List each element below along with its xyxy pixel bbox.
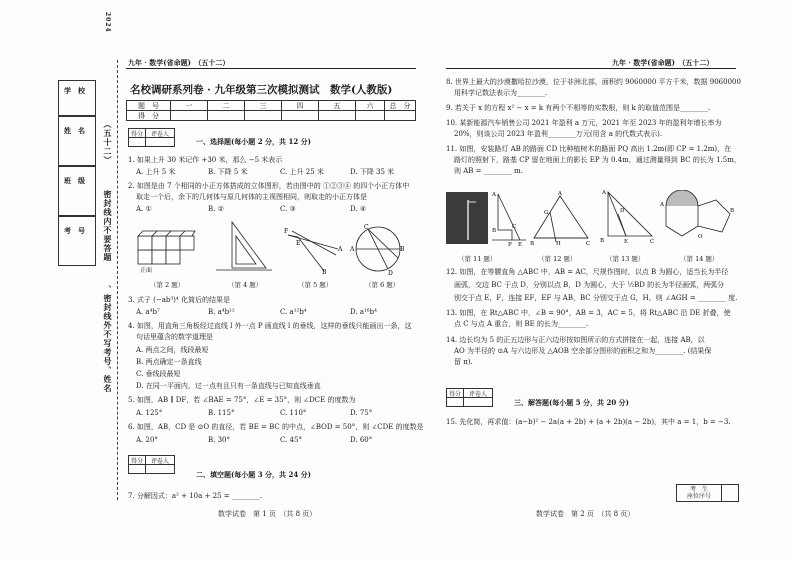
- question-12-cont: 画弧，交边 BC 于点 D，分别以点 B，D 为圆心，大于 ½BD 的长为半径画弧，两弧分: [454, 281, 725, 289]
- exam-number-label: 考 号: [64, 226, 85, 235]
- q2-option-b: B. ②: [208, 205, 224, 213]
- svg-text:A: A: [338, 246, 343, 253]
- figure-q11-caption: （第 11 题）: [458, 255, 497, 263]
- question-14-cont: AO 为半径的 ⊙A 与六边形及 △AOB 空余部分图形的面积之和为________. (结果保: [454, 347, 712, 355]
- svg-text:E: E: [296, 240, 301, 247]
- class-label: 班 级: [64, 176, 85, 185]
- seat-label-line1: 考 生: [689, 486, 708, 493]
- seat-label-line2: 座位序号: [686, 493, 711, 500]
- section2-heading: 二、填空题(每小题 3 分，共 24 分): [196, 470, 311, 479]
- question-2-cont: 取走一个后，余下的几何体与原几何体的主视图相同，则取走的小正方体是: [136, 193, 367, 201]
- page1-header-rule: [126, 68, 416, 69]
- scorer-score-cell[interactable]: [128, 137, 146, 147]
- figure-q5-caption: （第 5 题）: [298, 281, 333, 289]
- svg-text:D: D: [388, 270, 393, 276]
- score-col-header: 二: [207, 100, 245, 111]
- svg-text:B: B: [600, 238, 605, 244]
- binding-strip: [50, 12, 120, 500]
- scorer-score-label: 得分: [128, 455, 146, 465]
- question-13-cont: 点 C 与点 A 重合，则 BE 的长为________.: [454, 320, 589, 328]
- q4-option-c: C. 垂线段最短: [136, 370, 181, 378]
- exam-number-field[interactable]: [58, 216, 96, 266]
- section1-heading: 一、选择题(每小题 2 分，共 12 分): [196, 137, 311, 146]
- svg-text:A: A: [492, 192, 496, 198]
- q2-option-a: A. ①: [136, 205, 152, 213]
- score-col-header: 四: [281, 100, 319, 111]
- q6-option-a: A. 20°: [136, 436, 158, 444]
- year-label: 2024: [104, 12, 111, 33]
- figure-q2-caption: （第 2 题）: [150, 281, 185, 289]
- school-label: 学 校: [64, 86, 85, 95]
- svg-text:B: B: [530, 241, 535, 246]
- score-cell[interactable]: [355, 110, 385, 121]
- question-10: 10. 某新能源汽车销售公司 2021 年盈利 a 万元，2021 年至 2023 年的盈利年增长率为: [446, 119, 722, 127]
- question-10-cont: 20%，则该公司 2023 年盈利________万元(用含 a 的代数式表示).: [454, 130, 663, 138]
- section3-heading: 三、解答题(每小题 5 分，共 20 分): [514, 398, 629, 407]
- question-2: 2. 如图是由 7 个相同的小正方体搭成的立体图形，若由图中的 ①②③④ 的四个小正方体中: [128, 182, 410, 190]
- svg-text:A: A: [558, 191, 562, 197]
- figure-q12-isosceles-construction: [530, 190, 592, 246]
- question-4-cont: 句话里蕴含的数学道理是: [136, 333, 213, 341]
- seat-number-field[interactable]: [721, 484, 739, 502]
- question-5: 5. 如图，AB ∥ DF，若 ∠BAE = 75°，∠E = 35°，则 ∠DCE 的度数为: [128, 396, 356, 404]
- question-9: 9. 若关于 x 的方程 x² − x = k 有两个不相等的实数根，则 k 的取值范围是________.: [446, 104, 711, 112]
- scorer-score-cell[interactable]: [128, 464, 146, 474]
- q4-option-d: D. 在同一平面内，过一点有且只有一条直线与已知直线垂直: [136, 382, 321, 390]
- question-15: 15. 先化简，再求值：(a−b)² − 2a(a + 2b) + (a + 2b)(a − 2b)，其中 a = 1，b = −3.: [446, 418, 731, 426]
- score-col-header: 总 分: [384, 100, 416, 111]
- q5-option-b: B. 115°: [208, 409, 235, 417]
- seal-text-lower: 、密封线外不写考号、姓名: [103, 285, 113, 393]
- q3-option-b: B. a⁴b¹²: [208, 308, 235, 316]
- svg-text:C: C: [364, 224, 369, 231]
- seat-label: [676, 484, 722, 502]
- page1-title: 名校调研系列卷 · 九年级第三次模拟测试 数学(人教版): [130, 84, 393, 96]
- question-13: 13. 如图，在 Rt△ABC 中，∠B = 90°，AB = 3，AC = 5，将 Rt△ABC 沿 DE 折叠，使: [446, 309, 731, 317]
- question-14: 14. 边长均为 5 的正五边形与正六边形按如图所示的方式拼接在一起，连接 AB，以: [446, 336, 705, 344]
- svg-text:A: A: [602, 190, 606, 196]
- question-4: 4. 如图，用直角三角板经过直线 l 外一点 P 画直线 l 的垂线，这样的垂线只能画出一条，这: [128, 322, 412, 330]
- q1-option-b: B. 下降 5 米: [208, 168, 248, 176]
- question-8: 8. 世界上最大的沙漠撒哈拉沙漠，位于非洲北部，面积约 9060000 平方千米，数据 9060000: [446, 78, 741, 86]
- question-6: 6. 如图，AB，CD 是 ⊙O 的直径，若 BE = BC 的中点，∠BOD = 50°，则 ∠CDE 的度数是: [128, 423, 424, 431]
- q4-option-b: B. 两点确定一条直线: [136, 358, 202, 366]
- svg-text:C: C: [512, 224, 517, 230]
- score-cell[interactable]: [281, 110, 319, 121]
- svg-text:E: E: [518, 242, 523, 246]
- q3-option-d: D. a¹⁶b⁴: [350, 308, 377, 316]
- scorer-name-cell[interactable]: [145, 464, 175, 474]
- q2-option-c: C. ③: [280, 205, 296, 213]
- question-7: 7. 分解因式：a² + 10a + 25 = ________.: [128, 492, 263, 500]
- figure-q11-diagram: [488, 190, 528, 246]
- question-11-cont: 路灯的照射下，路基 CP 留在地面上的影长 EP 为 0.4m，通过测量得到 BC 的长为 1.5m，: [454, 156, 741, 164]
- scorer-name-label: 评卷人: [463, 388, 493, 398]
- figure-q6-caption: （第 6 题）: [365, 281, 400, 289]
- svg-text:E: E: [624, 239, 629, 245]
- score-col-header: 五: [318, 100, 356, 111]
- score-row-label: 得 分: [126, 110, 171, 121]
- score-cell[interactable]: [170, 110, 208, 121]
- svg-text:A: A: [660, 202, 664, 208]
- figure-q13-caption: （第 13 题）: [606, 255, 645, 263]
- svg-text:B: B: [322, 269, 327, 275]
- page2-header-rule: [446, 68, 736, 69]
- series-label: （五十二）: [103, 120, 113, 165]
- q5-option-c: C. 110°: [280, 409, 307, 417]
- question-12-cont2: 别交于点 E，F，连接 EF，EF 与 AB，BC 分别交于点 G，H，则 ∠AGH = ________ 度.: [454, 294, 738, 302]
- question-12: 12. 如图，在等腰直角 △ABC 中，AB = AC，尺规作图时，以点 B 为圆心，适当长为半径: [446, 268, 729, 276]
- q3-option-c: C. a¹²b⁴: [280, 308, 307, 316]
- q5-option-d: D. 75°: [350, 409, 373, 417]
- svg-text:P: P: [508, 242, 512, 246]
- figure-q14-caption: （第 14 题）: [680, 255, 719, 263]
- question-8-cont: 用科学记数法表示为________.: [454, 89, 548, 97]
- score-cell[interactable]: [318, 110, 356, 121]
- page2-header: 九年 · 数学(省命题) （五十二）: [612, 58, 714, 67]
- score-cell[interactable]: [244, 110, 282, 121]
- figure-q14-pentagon-hexagon: [660, 190, 736, 246]
- score-cell[interactable]: [384, 110, 416, 121]
- figure-q6-circle: [350, 222, 406, 276]
- scorer-name-cell[interactable]: [463, 397, 493, 407]
- question-11: 11. 如图，安装路灯 AB 的路面 CD 比种植树木的路面 PQ 高出 1.2m(即 CP = 1.2m)，在: [446, 145, 732, 153]
- svg-text:F: F: [284, 228, 289, 235]
- class-field[interactable]: [58, 166, 96, 216]
- figure-q4-triangle-ruler: [214, 218, 274, 276]
- q1-option-c: C. 上升 25 米: [280, 168, 324, 176]
- svg-text:H: H: [556, 241, 561, 246]
- q4-option-a: A. 两点之间，线段最短: [136, 346, 209, 354]
- question-14-cont2: 留 π).: [454, 358, 473, 366]
- question-11-cont2: 则 AB = ________ m.: [454, 167, 523, 175]
- score-col-header: 题 号: [126, 100, 171, 111]
- svg-text:B: B: [492, 228, 497, 234]
- svg-text:C: C: [586, 241, 591, 246]
- scorer-name-label: 评卷人: [145, 128, 175, 138]
- svg-text:G: G: [544, 210, 549, 216]
- scorer-score-label: 得分: [128, 128, 146, 138]
- svg-text:C: C: [650, 239, 655, 245]
- q3-option-a: A. a⁴b⁷: [136, 308, 160, 316]
- seal-text: 密封线内不要答题: [103, 190, 113, 262]
- question-3: 3. 式子 (−ab³)⁴ 化简后的结果是: [128, 296, 230, 304]
- binding-dash-line: [117, 60, 118, 500]
- figure-q2-front-label: 正面: [140, 267, 153, 274]
- figure-q4-caption: （第 4 题）: [228, 281, 263, 289]
- svg-text:B: B: [730, 208, 735, 214]
- q6-option-c: C. 45°: [280, 436, 302, 444]
- figure-q11-streetlamp-photo: [446, 192, 488, 244]
- score-col-header: 三: [244, 100, 282, 111]
- figure-q5-parallel-lines: [284, 225, 344, 275]
- page1-footer: 数学试卷 第 1 页 （共 8 页）: [218, 510, 317, 518]
- q6-option-b: B. 30°: [208, 436, 231, 444]
- score-col-header: 六: [355, 100, 385, 111]
- svg-text:B: B: [400, 246, 405, 253]
- figure-q13-right-triangle: [596, 188, 656, 246]
- scorer-name-cell[interactable]: [145, 137, 175, 147]
- name-label: 姓 名: [64, 126, 85, 135]
- score-col-header: 一: [170, 100, 208, 111]
- q1-option-a: A. 上升 5 米: [136, 168, 176, 176]
- scorer-score-label: 得分: [446, 388, 464, 398]
- name-field[interactable]: [58, 116, 96, 166]
- question-1: 1. 如果上升 30 米记作 +30 米，那么 −5 米表示: [128, 156, 283, 164]
- q5-option-a: A. 125°: [136, 409, 163, 417]
- svg-text:O: O: [698, 234, 703, 240]
- svg-text:A: A: [350, 246, 355, 253]
- scorer-score-cell[interactable]: [446, 397, 464, 407]
- page2-footer: 数学试卷 第 2 页 （共 8 页）: [536, 510, 635, 518]
- scorer-name-label: 评卷人: [145, 455, 175, 465]
- svg-text:D: D: [620, 208, 625, 214]
- q6-option-d: D. 60°: [350, 436, 373, 444]
- q2-option-d: D. ④: [350, 205, 367, 213]
- figure-q12-caption: （第 12 题）: [538, 255, 577, 263]
- page1-header: 九年 · 数学(省命题) （五十二）: [128, 58, 230, 67]
- score-cell[interactable]: [207, 110, 245, 121]
- q1-option-d: D. 下降 35 米: [350, 168, 395, 176]
